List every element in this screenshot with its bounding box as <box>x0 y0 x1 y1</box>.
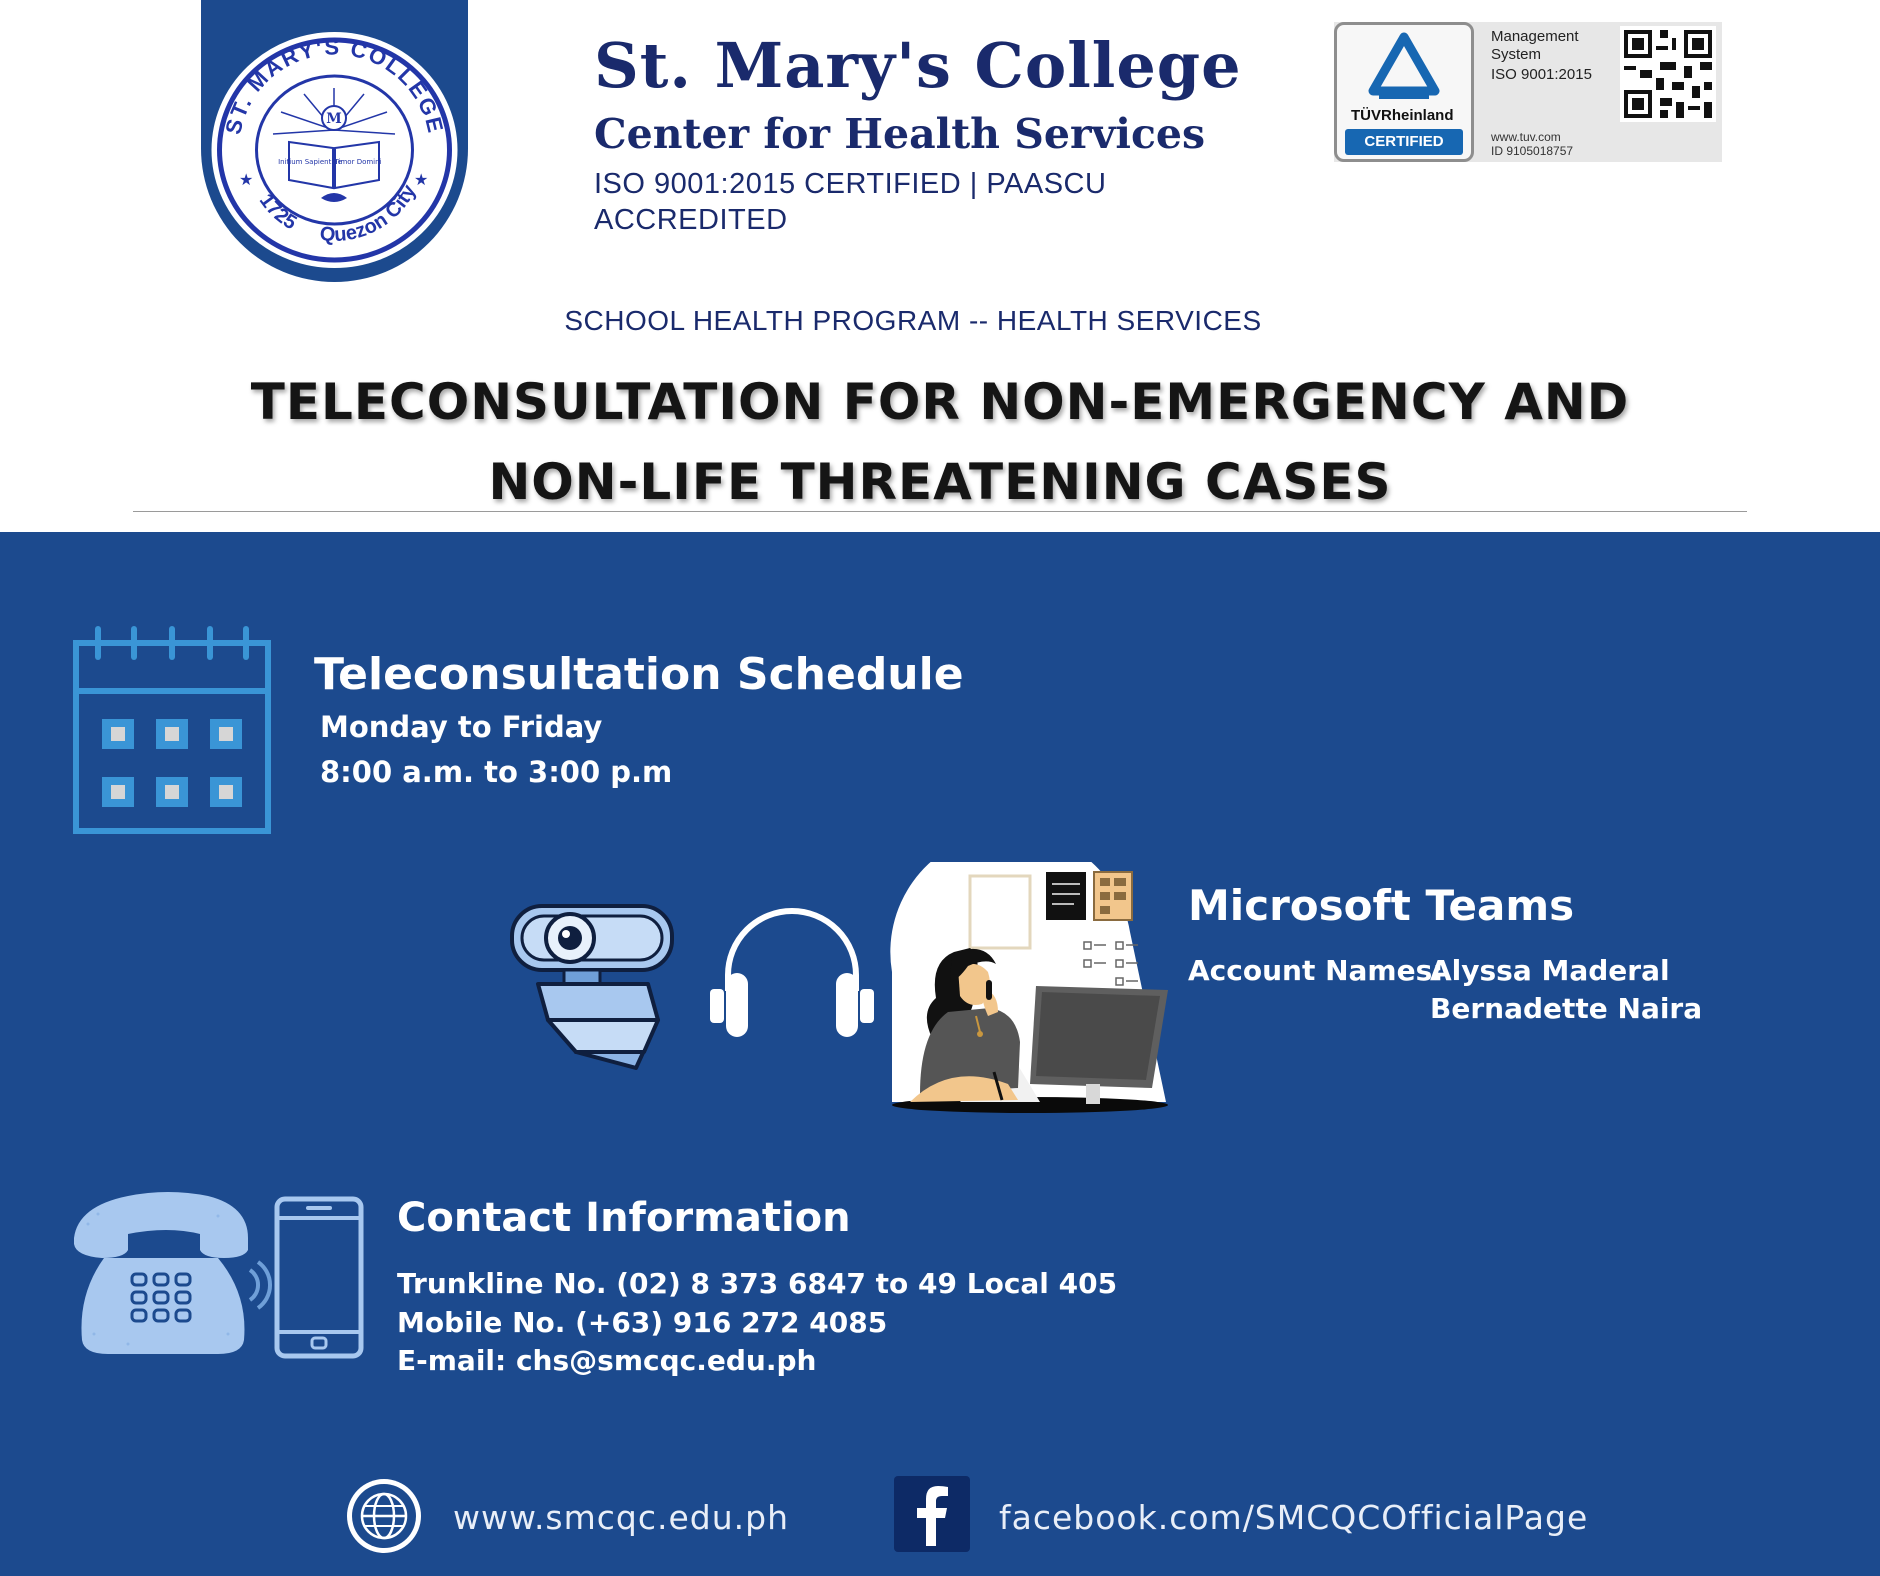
svg-text:★: ★ <box>239 170 254 189</box>
website-link[interactable]: www.smcqc.edu.ph <box>453 1498 790 1537</box>
headphones-icon <box>706 905 878 1040</box>
webcam-icon <box>508 902 680 1072</box>
college-name: St. Mary's College <box>594 29 1242 102</box>
contact-mobile: Mobile No. (+63) 916 272 4085 <box>397 1306 888 1339</box>
page-title <box>0 362 1880 522</box>
svg-text:ST. MARY'S COLLEGE: ST. MARY'S COLLEGE <box>220 34 449 137</box>
account-name: Bernadette Naira <box>1430 992 1703 1025</box>
globe-icon <box>344 1476 424 1556</box>
telephone-icon <box>68 1184 274 1356</box>
cert-id: ID 9105018757 <box>1491 144 1574 158</box>
teleconsult-agent-illustration <box>890 862 1168 1114</box>
program-label: SCHOOL HEALTH PROGRAM -- HEALTH SERVICES <box>564 305 1262 336</box>
schedule-hours: 8:00 a.m. to 3:00 p.m <box>320 755 673 789</box>
cert-iso: ISO 9001:2015 <box>1491 66 1592 83</box>
contact-trunkline: Trunkline No. (02) 8 373 6847 to 49 Local 405 <box>397 1267 1118 1300</box>
teams-title: Microsoft Teams <box>1188 881 1575 930</box>
tuv-triangle-icon <box>1337 25 1471 105</box>
contact-title: Contact Information <box>397 1195 851 1241</box>
mobile-phone-icon <box>274 1196 364 1359</box>
header-divider <box>133 511 1747 512</box>
cert-management: Management System <box>1491 28 1579 63</box>
cert-website: www.tuv.com <box>1491 130 1561 144</box>
qr-code-icon <box>1620 26 1716 122</box>
facebook-icon <box>894 1476 970 1552</box>
calendar-icon <box>72 625 272 835</box>
svg-text:M: M <box>326 111 342 127</box>
svg-text:Quezon City: Quezon City <box>319 181 421 247</box>
facebook-link[interactable]: facebook.com/SMCQCOfficialPage <box>999 1498 1589 1537</box>
accreditation-line: ISO 9001:2015 CERTIFIED | PAASCU ACCREDITED <box>594 168 1107 236</box>
page-title-line-1: TELECONSULTATION FOR NON-EMERGENCY AND <box>250 373 1630 431</box>
account-name: Alyssa Maderal <box>1430 954 1670 987</box>
svg-text:★: ★ <box>414 170 429 189</box>
schedule-title: Teleconsultation Schedule <box>314 649 964 700</box>
contact-email[interactable]: E-mail: chs@smcqc.edu.ph <box>397 1344 817 1377</box>
tuv-badge <box>1334 22 1474 162</box>
brand-block <box>594 30 1294 238</box>
svg-text:1725: 1725 <box>254 189 301 235</box>
svg-text:Initium Sapientiae: Initium Sapientiae <box>278 158 342 166</box>
center-name: Center for Health Services <box>594 110 1206 158</box>
tuv-brand: TÜVRheinland <box>1351 107 1454 124</box>
header <box>0 0 1880 532</box>
svg-text:Timor Domini: Timor Domini <box>334 158 382 166</box>
page-title-line-2: NON-LIFE THREATENING CASES <box>488 453 1392 511</box>
college-seal <box>209 30 460 270</box>
account-names-label: Account Names: <box>1188 954 1444 987</box>
schedule-days: Monday to Friday <box>320 710 603 744</box>
tuv-certified-label: CERTIFIED <box>1345 129 1463 155</box>
tuv-certification-mark <box>1334 22 1722 162</box>
